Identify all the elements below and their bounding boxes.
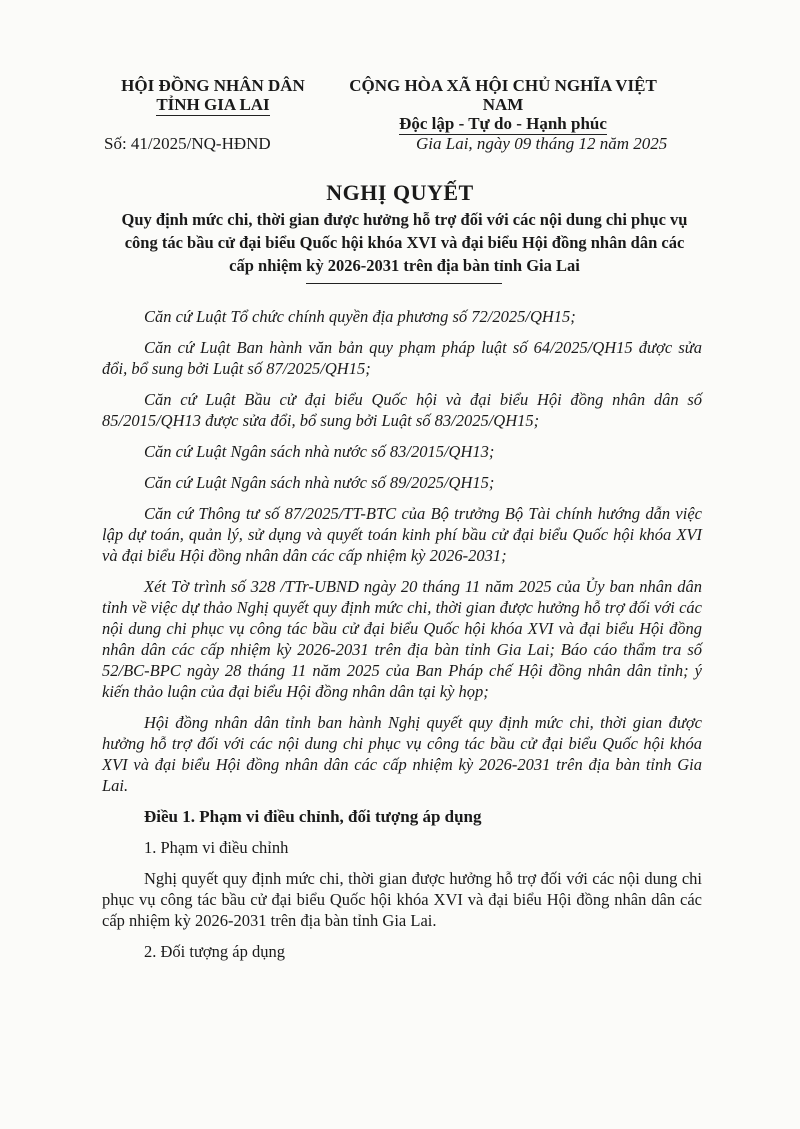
preamble-paragraph: Xét Tờ trình số 328 /TTr-UBND ngày 20 tháng 11 năm 2025 của Ủy ban nhân dân tỉnh về việc dự thảo Nghị quyết quy định mức chi, thời gian được hưởng hỗ trợ đối với các nội dung chi phục vụ công tác bầu cử đại biểu Quốc hội khóa XVI và đại biểu Hội đồng nhân dân các cấp nhiệm kỳ 2026-2031 trên địa bàn tỉnh Gia Lai; Báo cáo thẩm tra số 52/BC-BPC ngày 28 tháng 11 năm 2025 của Ban Pháp chế Hội đồng nhân dân tỉnh; ý kiến thảo luận của đại biểu Hội đồng nhân dân tại kỳ họp; <box>102 577 702 701</box>
section-2-title: 2. Đối tượng áp dụng <box>144 942 285 961</box>
preamble-paragraph: Căn cứ Luật Ngân sách nhà nước số 89/2025/QH15; <box>144 473 495 492</box>
preamble-paragraph: Căn cứ Luật Bầu cử đại biểu Quốc hội và đại biểu Hội đồng nhân dân số 85/2015/QH13 được sửa đổi, bổ sung bởi Luật số 83/2025/QH15; <box>102 390 702 430</box>
preamble-paragraph: Căn cứ Luật Ban hành văn bản quy phạm pháp luật số 64/2025/QH15 được sửa đổi, bổ sung bởi Luật số 87/2025/QH15; <box>102 338 702 378</box>
issuing-authority <box>98 76 328 116</box>
document-date: Gia Lai, ngày 09 tháng 12 năm 2025 <box>416 134 668 153</box>
country-name: CỘNG HÒA XÃ HỘI CHỦ NGHĨA VIỆT NAM <box>349 76 657 114</box>
preamble-paragraph: Hội đồng nhân dân tỉnh ban hành Nghị quyết quy định mức chi, thời gian được hưởng hỗ trợ đối với các nội dung chi phục vụ công tác bầu cử đại biểu Quốc hội khóa XVI và đại biểu Hội đồng nhân dân các cấp nhiệm kỳ 2026-2031 trên địa bàn tỉnh Gia Lai. <box>102 713 702 795</box>
council-name: HỘI ĐỒNG NHÂN DÂN <box>121 76 305 95</box>
document-title: NGHỊ QUYẾT <box>326 180 474 205</box>
document-subtitle: Quy định mức chi, thời gian được hưởng hỗ trợ đối với các nội dung chi phục vụ công tác bầu cử đại biểu Quốc hội khóa XVI và đại biểu Hội đồng nhân dân các cấp nhiệm kỳ 2026-2031 trên địa bàn tỉnh Gia Lai <box>121 210 688 275</box>
preamble-paragraph: Căn cứ Thông tư số 87/2025/TT-BTC của Bộ trưởng Bộ Tài chính hướng dẫn việc lập dự toán, quản lý, sử dụng và quyết toán kinh phí bầu cử đại biểu Quốc hội khóa XVI và đại biểu Hội đồng nhân dân các cấp nhiệm kỳ 2026-2031; <box>102 504 702 565</box>
section-1-title: 1. Phạm vi điều chỉnh <box>144 838 289 857</box>
motto: Độc lập - Tự do - Hạnh phúc <box>399 114 607 133</box>
preamble-paragraph: Căn cứ Luật Tổ chức chính quyền địa phương số 72/2025/QH15; <box>144 307 576 326</box>
article-1-heading: Điều 1. Phạm vi điều chỉnh, đối tượng áp dụng <box>144 807 482 826</box>
preamble-paragraph: Căn cứ Luật Ngân sách nhà nước số 83/2015/QH13; <box>144 442 495 461</box>
province-name: TỈNH GIA LAI <box>156 95 270 114</box>
document-body <box>102 306 702 972</box>
title-divider <box>306 283 502 284</box>
document-number: Số: 41/2025/NQ-HĐND <box>104 134 271 153</box>
national-motto <box>328 76 678 135</box>
section-1-text: Nghị quyết quy định mức chi, thời gian được hưởng hỗ trợ đối với các nội dung chi phục vụ công tác bầu cử đại biểu Quốc hội khóa XVI và đại biểu Hội đồng nhân dân các cấp nhiệm kỳ 2026-2031 trên địa bàn tỉnh Gia Lai. <box>102 869 702 930</box>
